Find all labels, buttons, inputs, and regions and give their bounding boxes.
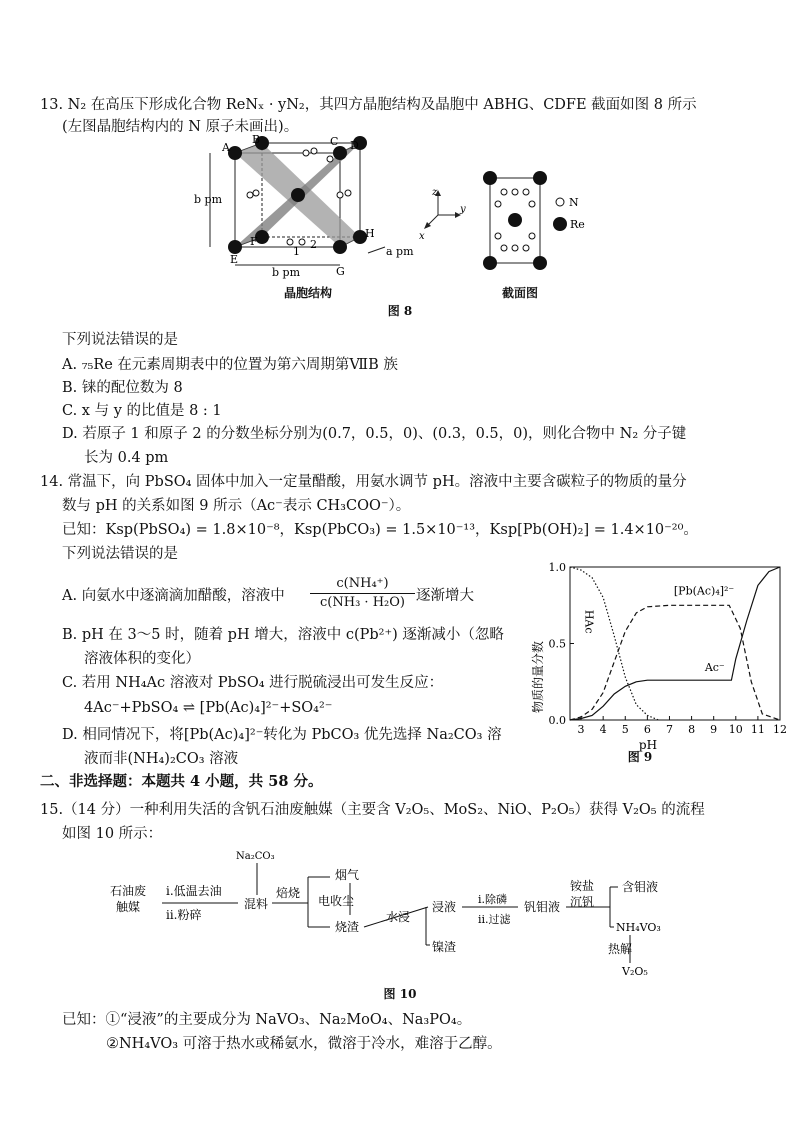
legend-n-label: N (569, 196, 579, 209)
figure-9-chart (528, 555, 788, 770)
flow-dust: 电收尘 (318, 894, 355, 908)
flow-ni-slag: 镍渣 (432, 940, 457, 954)
section-legend (552, 194, 602, 234)
caption-crystal: 晶胞结构 (283, 286, 332, 300)
flow-leachate: 浸液 (432, 900, 457, 914)
q13-stem: 下列说法错误的是 (62, 332, 178, 348)
svg-text:y: y (460, 204, 466, 215)
q13-option-c: C. x 与 y 的比值是 8 : 1 (62, 403, 222, 419)
fraction-numerator: c(NH₄⁺) (310, 575, 415, 594)
flow-feed-line1: 石油废 (110, 884, 147, 898)
q15-known-1: 已知：①“浸液”的主要成分为 NaVO₃、Na₂MoO₄、Na₃PO₄。 (62, 1012, 472, 1028)
label-e: E (230, 253, 239, 266)
label-atom-2: 2 (310, 238, 317, 251)
label-g: G (336, 265, 345, 278)
cross-section-figure (478, 168, 553, 278)
q13-option-b: B. 铼的配位数为 8 (62, 380, 183, 396)
figure-9-caption: 图 9 (627, 750, 653, 764)
q15-known-2: ②NH₄VO₃ 可溶于热水或稀氨水，微溶于冷水，难溶于乙醇。 (106, 1036, 502, 1052)
flow-v-mo-solution: 钒钼液 (524, 900, 561, 914)
x-tick-label-9: 9 (710, 723, 718, 736)
q14-line2: 数与 pH 的关系如图 9 所示（Ac⁻表示 CH₃COO⁻）。 (62, 498, 411, 514)
figure-10-flowchart (110, 845, 690, 980)
flow-dephos: ⅰ.除磷 (478, 893, 508, 906)
flow-ammon-line2: 沉钒 (570, 895, 595, 909)
label-f: F (250, 235, 258, 248)
series-line-0 (570, 567, 658, 720)
label-a-pm: a pm (386, 245, 414, 258)
x-tick-label-11: 11 (750, 723, 765, 736)
svg-text:x: x (419, 231, 425, 240)
q13-option-a: A. ₇₅Re 在元素周期表中的位置为第六周期第ⅦB 族 (62, 357, 398, 373)
series-label-0: HAc (582, 609, 596, 634)
label-b: B (252, 135, 261, 146)
q14-option-c-line2: 4Ac⁻+PbSO₄ ⇌ [Pb(Ac)₄]²⁻+SO₄²⁻ (84, 700, 333, 716)
q15-line1: 15.（14 分）一种利用失活的含钒石油废触媒（主要含 V₂O₅、MoS₂、NiO、P₂O₅）获得 V₂O₅ 的流程 (40, 802, 705, 818)
figure-10-caption: 图 10 (383, 987, 417, 1001)
series-line-1 (570, 605, 780, 720)
svg-text:z: z (432, 187, 438, 198)
label-h: H (365, 227, 375, 240)
chart-x-axis-label: pH (638, 738, 658, 752)
section-2-heading: 二、非选择题：本题共 4 小题，共 58 分。 (40, 773, 323, 790)
x-tick-label-4: 4 (599, 723, 607, 736)
flow-step2: ⅱ.粉碎 (166, 908, 202, 922)
flow-roast: 焙烧 (276, 886, 301, 900)
x-tick-label-7: 7 (665, 723, 673, 736)
figure-8-caption: 图 8 (387, 304, 413, 318)
flow-ammon-line1: 铵盐 (570, 879, 595, 893)
crystal-structure-figure (190, 135, 420, 280)
x-tick-label-12: 12 (773, 723, 787, 736)
q13-option-d-line1: D. 若原子 1 和原子 2 的分数坐标分别为(0.7，0.5，0)、(0.3，0.5，0)，则化合物中 N₂ 分子键 (62, 426, 687, 442)
x-tick-label-5: 5 (621, 723, 629, 736)
label-a: A (222, 141, 230, 154)
q14-option-a-pre: A. 向氨水中逐滴滴加醋酸，溶液中 (62, 588, 285, 604)
axes-icon (418, 185, 468, 240)
label-d: D (350, 139, 359, 152)
flow-step1: ⅰ.低温去油 (166, 884, 222, 898)
label-atom-1: 1 (293, 245, 300, 258)
q14-stem: 下列说法错误的是 (62, 546, 178, 562)
flow-mo-solution: 含钼液 (622, 880, 659, 894)
q14-option-d-line1: D. 相同情况下，将[Pb(Ac)₄]²⁻转化为 PbCO₃ 优先选择 Na₂CO₃ 溶 (62, 727, 502, 743)
q13-option-d-line2: 长为 0.4 pm (84, 450, 169, 466)
flow-na2co3: Na₂CO₃ (236, 851, 275, 862)
caption-section: 截面图 (501, 286, 538, 300)
chart-y-axis-label: 物质的量分数 (531, 640, 545, 714)
flow-water-leach: 水浸 (386, 910, 411, 924)
label-c: C (330, 135, 339, 148)
x-tick-label-3: 3 (577, 723, 585, 736)
q14-option-d-line2: 液而非(NH₄)₂CO₃ 溶液 (84, 751, 239, 767)
q14-known: 已知：Ksp(PbSO₄) = 1.8×10⁻⁸，Ksp(PbCO₃) = 1.5×10⁻¹³，Ksp[Pb(OH)₂] = 1.4×10⁻²⁰。 (62, 522, 698, 538)
q14-option-a-post: 逐渐增大 (416, 588, 474, 604)
series-label-2: Ac⁻ (704, 661, 725, 675)
series-label-1: [Pb(Ac)₄]²⁻ (673, 584, 735, 598)
q14-option-b-line2: 溶液体积的变化） (84, 651, 200, 667)
q15-line2: 如图 10 所示： (62, 826, 163, 842)
q13-line2: (左图晶胞结构内的 N 原子未画出)。 (62, 119, 299, 135)
flow-slag: 烧渣 (335, 920, 360, 934)
label-b-bottom: b pm (272, 266, 301, 279)
label-b-side: b pm (194, 193, 223, 206)
q13-line1: 13. N₂ 在高压下形成化合物 ReNₓ · yN₂，其四方晶胞结构及晶胞中 ABHG、CDFE 截面如图 8 所示 (40, 97, 697, 113)
legend-re-label: Re (570, 218, 585, 231)
q14-option-b-line1: B. pH 在 3～5 时，随着 pH 增大，溶液中 c(Pb²⁺) 逐渐减小（忽略 (62, 627, 504, 643)
y-tick-label-0.5: 0.5 (548, 637, 566, 651)
flow-filter: ⅱ.过滤 (478, 913, 511, 926)
flow-nh4vo3: NH₄VO₃ (616, 921, 661, 934)
flow-decompose: 热解 (608, 942, 633, 956)
flow-gas: 烟气 (335, 868, 360, 882)
x-tick-label-10: 10 (728, 723, 743, 736)
y-tick-label-1.0: 1.0 (548, 561, 566, 574)
x-tick-label-6: 6 (643, 723, 651, 736)
flow-v2o5: V₂O₅ (622, 965, 648, 978)
fraction-denominator: c(NH₃ · H₂O) (320, 595, 405, 610)
q14-option-a-fraction (310, 575, 415, 612)
q14-line1: 14. 常温下，向 PbSO₄ 固体中加入一定量醋酸，用氨水调节 pH。溶液中主要含碳粒子的物质的量分 (40, 474, 687, 490)
q14-option-c-line1: C. 若用 NH₄Ac 溶液对 PbSO₄ 进行脱硫浸出可发生反应： (62, 675, 444, 691)
flow-feed-line2: 触媒 (116, 900, 141, 914)
x-tick-label-8: 8 (688, 723, 696, 736)
flow-mix: 混料 (244, 897, 269, 911)
y-tick-label-0.0: 0.0 (548, 714, 566, 727)
